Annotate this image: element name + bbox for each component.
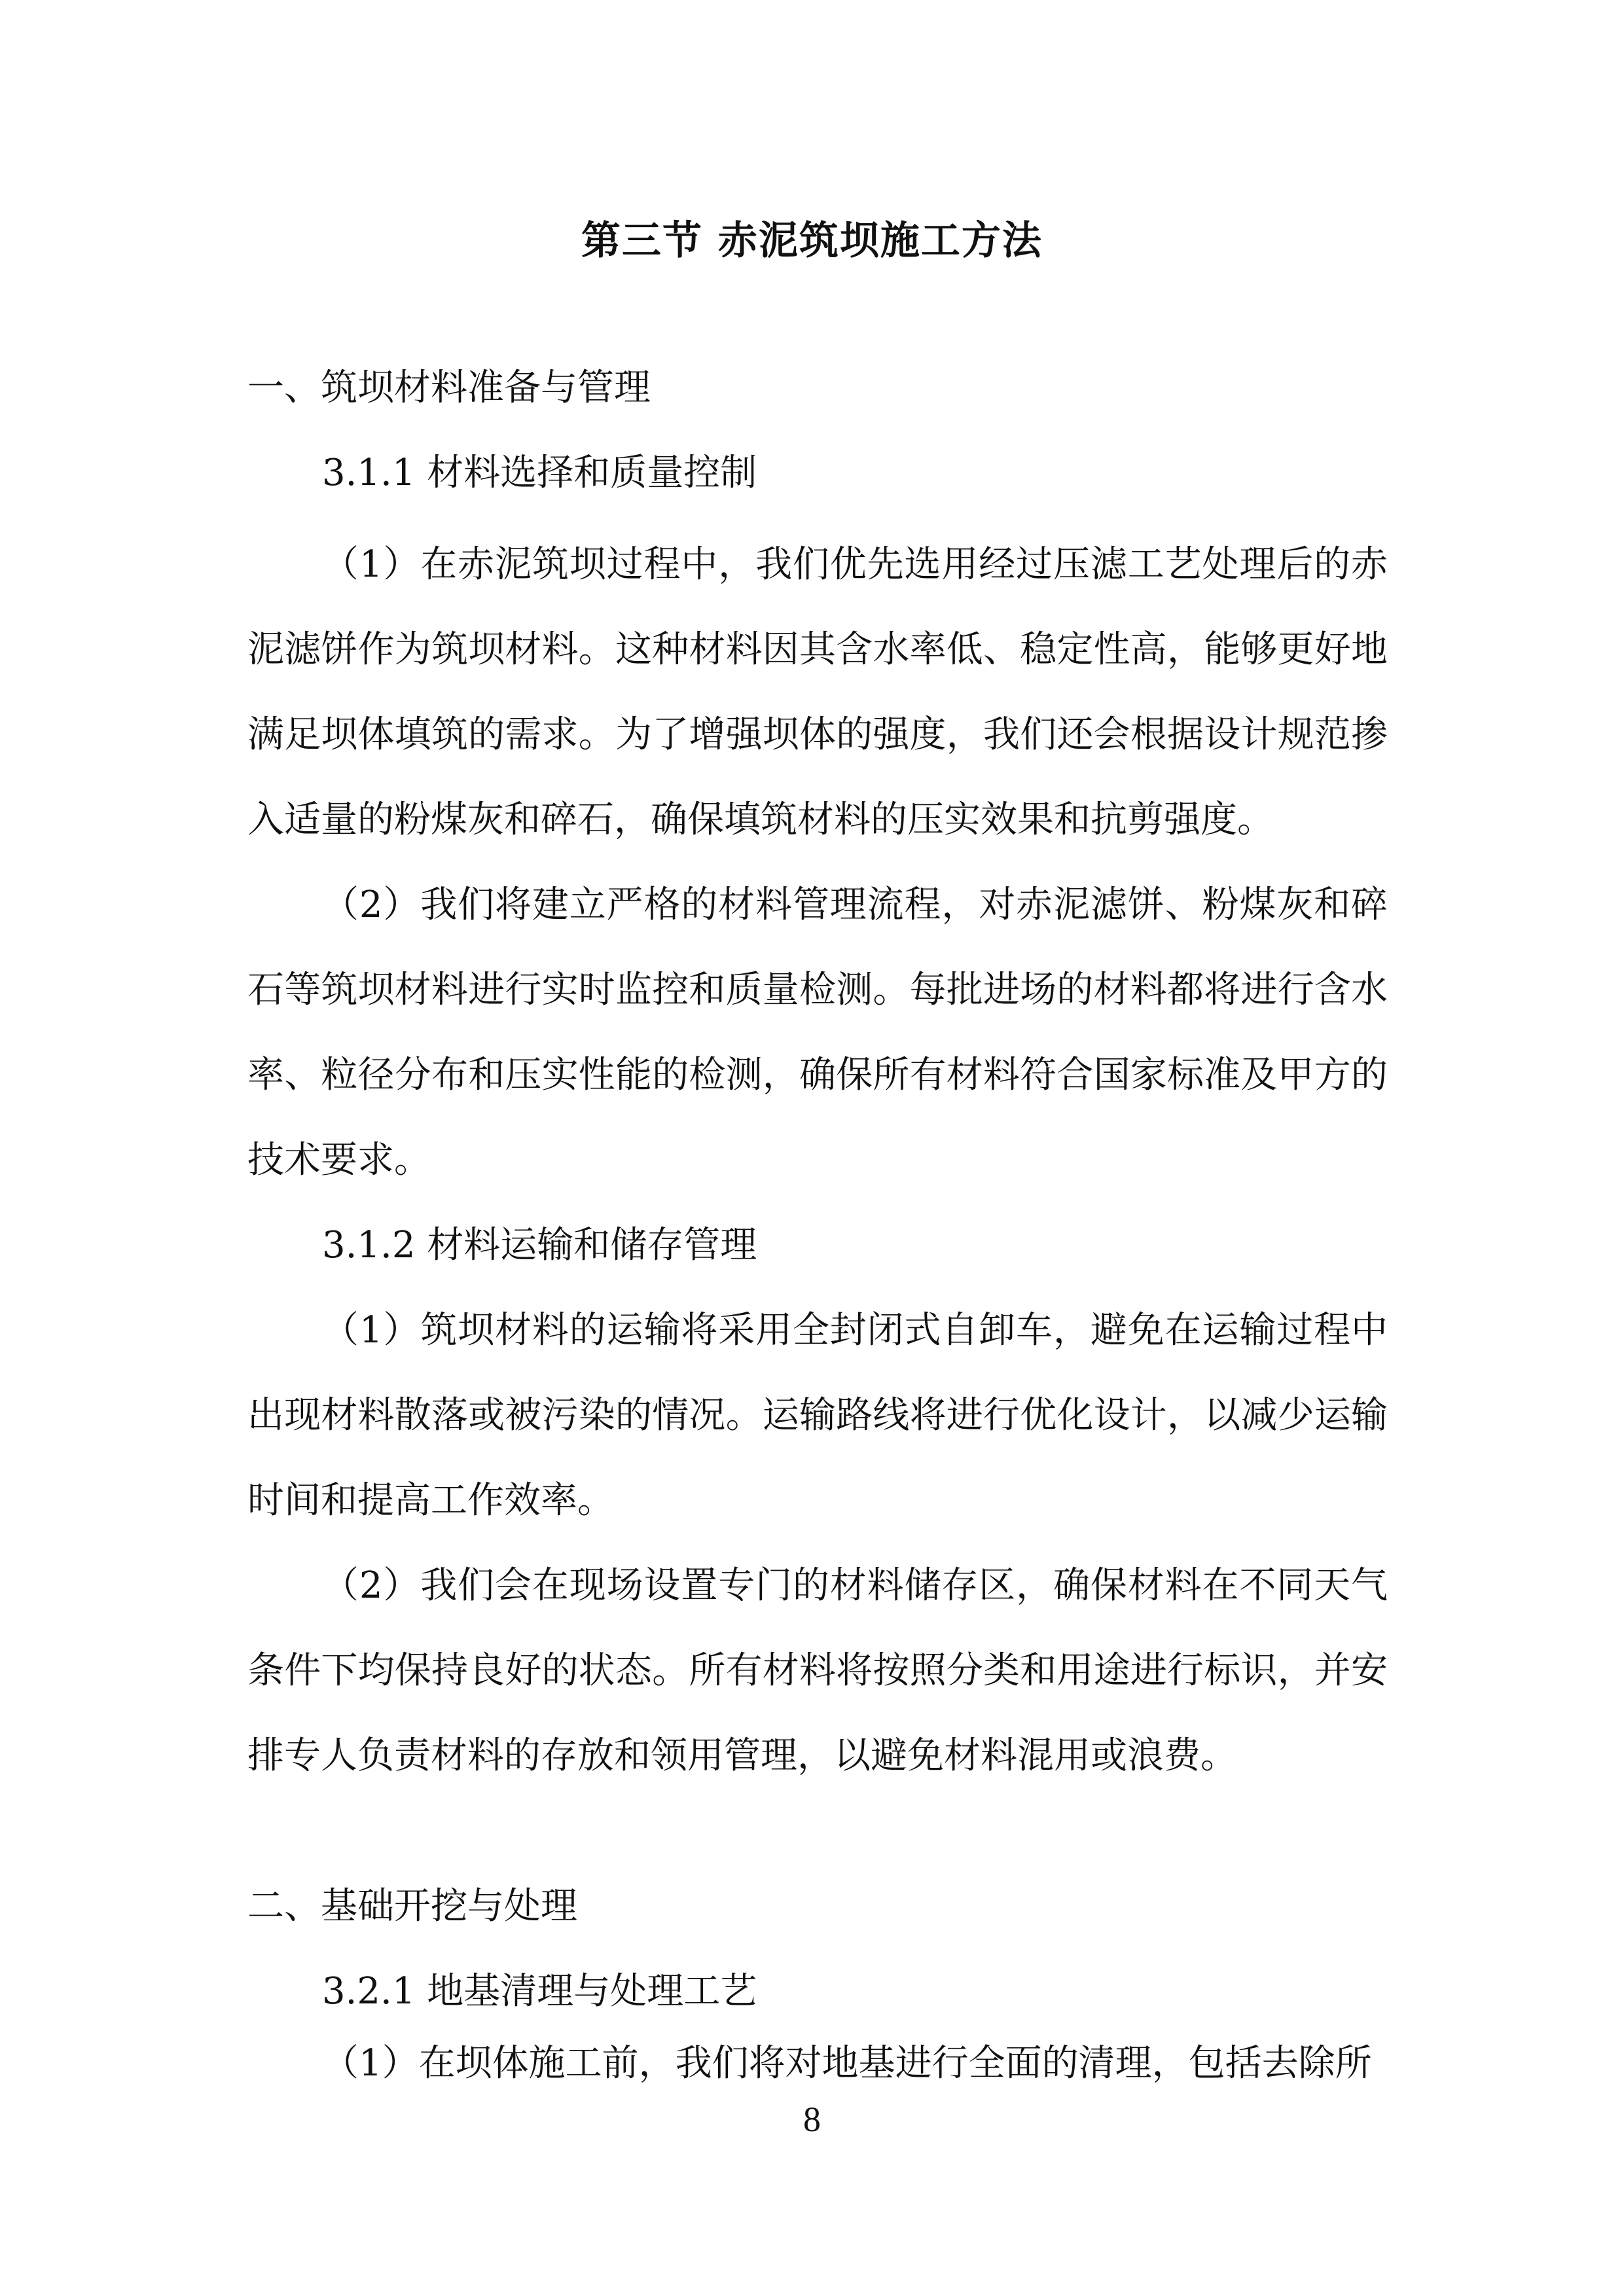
page-number: 8 <box>803 2100 821 2139</box>
subsection-heading-3-2-1: 3.2.1 地基清理与处理工艺 <box>322 1970 757 2013</box>
paragraph-3-1-1-2: （2）我们将建立严格的材料管理流程，对赤泥滤饼、粉煤灰和碎石等筑坝材料进行实时监控和质量检测。每批进场的材料都将进行含水率、粒径分布和压实性能的检测，确保所有材料符合国家标准及甲方的技术要求。 <box>247 884 1388 1181</box>
paragraph-3-1-2-1: （1）筑坝材料的运输将采用全封闭式自卸车，避免在运输过程中出现材料散落或被污染的情况。运输路线将进行优化设计，以减少运输时间和提高工作效率。 <box>247 1309 1388 1522</box>
paragraph-3-2-1-1: （1）在坝体施工前，我们将对地基进行全面的清理，包括去除所 <box>322 2042 1372 2085</box>
paragraph-3-1-2-2: （2）我们会在现场设置专门的材料储存区，确保材料在不同天气条件下均保持良好的状态。所有材料将按照分类和用途进行标识，并安排专人负责材料的存放和领用管理，以避免材料混用或浪费。 <box>247 1564 1388 1777</box>
section-heading-1: 一、筑坝材料准备与管理 <box>247 367 651 409</box>
paragraph-3-1-1-1: （1）在赤泥筑坝过程中，我们优先选用经过压滤工艺处理后的赤泥滤饼作为筑坝材料。这种材料因其含水率低、稳定性高，能够更好地满足坝体填筑的需求。为了增强坝体的强度，我们还会根据设计规范掺入适量的粉煤灰和碎石，确保填筑材料的压实效果和抗剪强度。 <box>247 543 1388 841</box>
section-heading-2: 二、基础开挖与处理 <box>247 1885 577 1928</box>
subsection-heading-3-1-1: 3.1.1 材料选择和质量控制 <box>322 452 757 494</box>
page-title: 第三节 赤泥筑坝施工方法 <box>581 218 1043 264</box>
subsection-heading-3-1-2: 3.1.2 材料运输和储存管理 <box>322 1224 757 1266</box>
